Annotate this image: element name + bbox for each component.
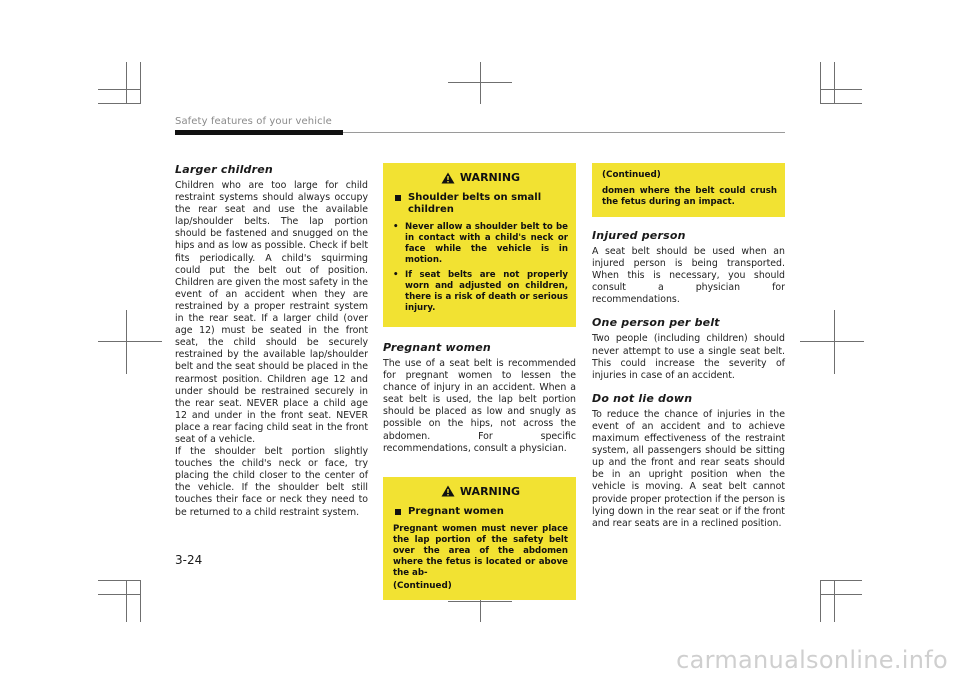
- page-number: 3-24: [175, 553, 203, 567]
- crop-mark: [140, 580, 141, 622]
- bullet-icon: •: [393, 222, 399, 232]
- crop-mark: [820, 103, 862, 104]
- crop-mark: [820, 594, 862, 595]
- registration-mark: [480, 62, 481, 104]
- crop-mark: [820, 580, 821, 622]
- heading-do-not-lie-down: Do not lie down: [592, 391, 693, 405]
- warning-title: WARNING: [459, 484, 521, 498]
- watermark: carmanualsonline.info: [676, 646, 948, 674]
- section-title: Safety features of your vehicle: [175, 116, 332, 127]
- warning-triangle-icon: [441, 485, 455, 497]
- warning-subheading: Pregnant women: [393, 506, 568, 518]
- warning-header: [393, 171, 568, 184]
- warning-header: [393, 485, 568, 498]
- continued-label: (Continued): [393, 580, 452, 591]
- heading-one-person-per-belt: One person per belt: [592, 316, 720, 330]
- heading-injured-person: Injured person: [592, 229, 686, 242]
- section-one-person-per-belt: [592, 316, 785, 381]
- registration-mark: [834, 310, 835, 374]
- column-2: [383, 163, 576, 600]
- section-pregnant-women: [383, 341, 576, 455]
- warning-title: WARNING: [459, 171, 521, 184]
- paragraph: If the shoulder belt portion slightly touches the child's neck or face, try placing the child closer to the center of the vehicle. If the shoulder belt still touches their face or neck they need to be returned to a child restraint system.: [175, 446, 368, 518]
- paragraph: To reduce the chance of injuries in the event of an accident and to achieve maximum effectiveness of the restraint system, all passengers should be sitting up and the front and rear seats should be in an upright position when the vehicle is moving. A seat belt cannot provide proper protection if the person is lying down in the rear seat or if the front and rear seats are in a reclined position.: [592, 408, 785, 529]
- section-do-not-lie-down: [592, 392, 785, 530]
- heading-pregnant-women: Pregnant women: [383, 341, 491, 354]
- crop-mark: [820, 62, 821, 104]
- registration-mark: [126, 310, 127, 374]
- warning-text: Pregnant women must never place the lap portion of the safety belt over the area of the abdomen where the fetus is located or above the ab-: [393, 523, 568, 578]
- paragraph: Children who are too large for child restraint systems should always occupy the rear seat and use the available lap/shoulder belts. The lap portion should be fastened and snugged on the hips and as low as possible. Check if belt fits periodically. A child's squirming could put the belt out of position. Children are given the most safety in the event of an accident when they are restrained by a proper restraint system in the rear seat. If a larger child (over age 12) must be seated in the front seat, the child should be securely restrained by the available lap/shoulder belt and the seat should be placed in the rearmost position. Children age 12 and under should be restrained securely in the rear seat. NEVER place a child age 12 and under in the front seat. NEVER place a rear facing child seat in the front seat of a vehicle.: [175, 180, 368, 445]
- crop-mark: [98, 594, 140, 595]
- crop-mark: [98, 580, 140, 581]
- square-bullet-icon: [395, 195, 401, 201]
- paragraph: A seat belt should be used when an injured person is being transported. When this is necessary, you should consult a physician for recommendations.: [592, 246, 785, 306]
- crop-mark: [820, 89, 862, 90]
- header-bar: [175, 130, 343, 135]
- crop-mark: [126, 580, 127, 622]
- paragraph: The use of a seat belt is recommended for pregnant women to lessen the chance of injury in an accident. When a seat belt is used, the lap belt portion should be placed as low and snugly as possible on the hips, not across the abdomen. For specific recommendations, consult a physician.: [383, 358, 576, 454]
- crop-mark: [126, 62, 127, 104]
- crop-mark: [98, 103, 140, 104]
- warning-subheading: Shoulder belts on small children: [393, 192, 568, 216]
- heading-larger-children: Larger children: [175, 163, 273, 176]
- column-1: [175, 163, 368, 519]
- paragraph: Two people (including children) should never attempt to use a single seat belt. This could increase the severity of injuries in case of an accident.: [592, 333, 785, 381]
- section-injured-person: [592, 229, 785, 306]
- bullet-icon: •: [393, 270, 399, 280]
- crop-mark: [834, 62, 835, 104]
- square-bullet-icon: [395, 509, 401, 515]
- crop-mark: [140, 62, 141, 104]
- list-item: • If seat belts are not properly worn and adjusted on children, there is a risk of death or serious injury.: [393, 270, 568, 313]
- warning-box-pregnant-women: [383, 477, 576, 600]
- continued-label: (Continued): [602, 170, 661, 180]
- warning-triangle-icon: [441, 172, 455, 184]
- warning-box-continued: [592, 163, 785, 217]
- registration-mark: [98, 341, 162, 342]
- crop-mark: [834, 580, 835, 622]
- header-rule: [343, 132, 785, 133]
- registration-mark: [800, 341, 864, 342]
- crop-mark: [98, 89, 140, 90]
- warning-text: domen where the belt could crush the fetus during an impact.: [602, 186, 777, 207]
- column-3: [592, 163, 785, 540]
- crop-mark: [820, 580, 862, 581]
- list-item: • Never allow a shoulder belt to be in contact with a child's neck or face while the vehicle is in motion.: [393, 222, 568, 265]
- warning-box-shoulder-belts: [383, 163, 576, 327]
